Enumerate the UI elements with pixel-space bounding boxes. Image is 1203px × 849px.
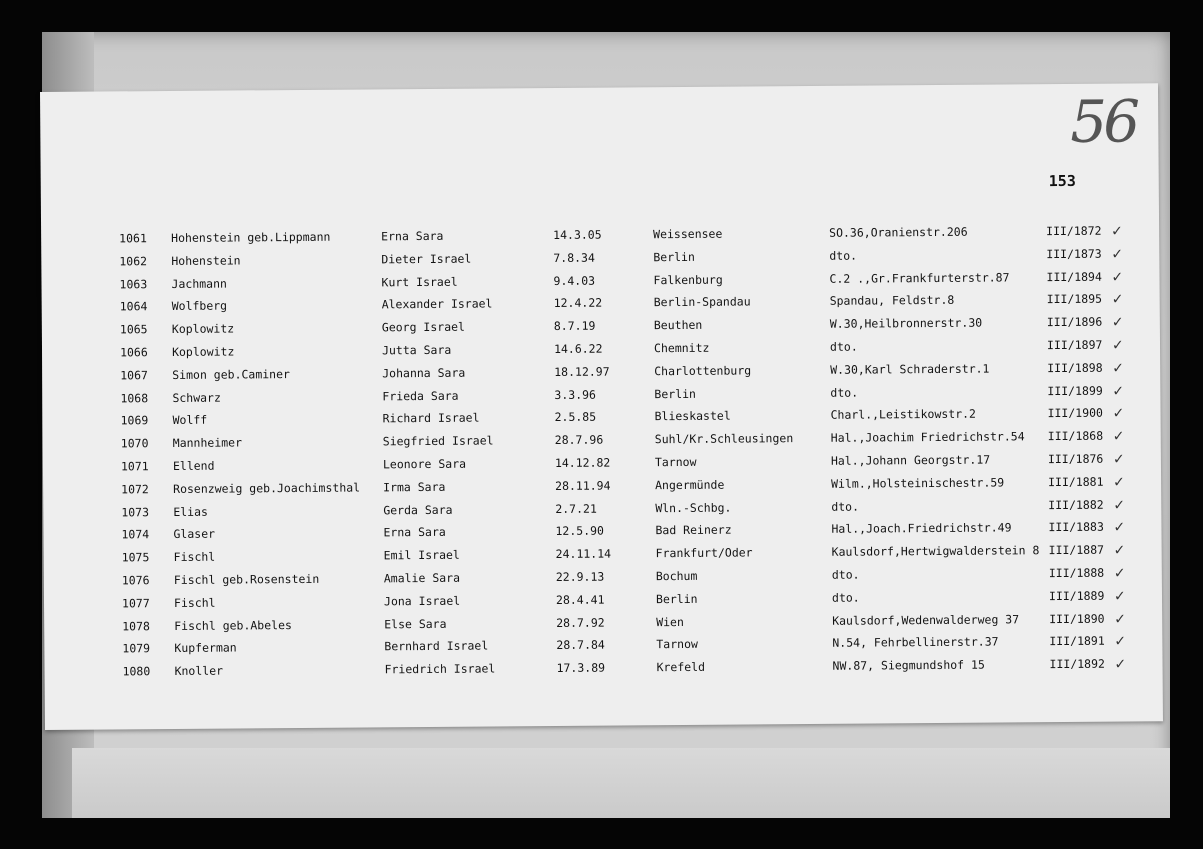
birth-date: 12.4.22 [553,295,603,311]
check-mark-icon: ✓ [1112,451,1125,468]
birth-place: Wien [656,614,684,629]
surname: Elias [173,504,208,519]
check-mark-icon: ✓ [1112,428,1125,445]
surname: Hohenstein [171,253,241,268]
address: NW.87, Siegmundshof 15 [832,657,985,673]
given-name: Siegfried Israel [382,433,494,449]
birth-place: Krefeld [656,659,706,675]
surname: Jachmann [171,276,227,291]
check-mark-icon: ✓ [1111,223,1123,240]
surname: Fischl [173,595,216,610]
reference-number: III/1894 [1046,269,1102,284]
address: dto. [831,499,860,514]
surname: Hohenstein geb.Lippmann [171,229,331,245]
birth-date: 2.7.21 [555,501,597,516]
back-sheet-bottom [72,748,1170,818]
birth-place: Angermünde [655,477,725,492]
given-name: Leonore Sara [382,456,467,472]
address: Spandau, Feldstr.8 [829,293,955,309]
surname: Wolff [172,413,208,428]
check-mark-icon: ✓ [1112,383,1125,400]
reference-number: III/1895 [1046,292,1103,307]
birth-place: Berlin [655,591,698,606]
birth-date: 14.3.05 [553,227,602,242]
reference-number: III/1888 [1048,565,1105,581]
reference-number: III/1897 [1046,337,1103,353]
check-mark-icon: ✓ [1113,565,1126,582]
check-mark-icon: ✓ [1111,291,1124,308]
address: W.30,Heilbronnerstr.30 [829,315,983,331]
record-number: 1074 [121,527,150,542]
birth-date: 2.5.85 [554,410,597,425]
birth-date: 28.7.96 [554,432,604,448]
check-mark-icon: ✓ [1113,497,1126,514]
birth-date: 7.8.34 [553,250,595,265]
address: dto. [829,248,858,263]
birth-date: 28.4.41 [555,592,605,607]
birth-date: 17.3.89 [556,660,606,676]
address: dto. [831,590,860,605]
birth-date: 28.7.84 [556,637,605,653]
birth-place: Charlottenburg [654,363,752,378]
check-mark-icon: ✓ [1114,633,1127,650]
given-name: Georg Israel [381,319,466,335]
birth-date: 18.12.97 [554,364,610,379]
birth-date: 9.4.03 [553,273,596,288]
reference-number: III/1868 [1047,428,1104,444]
birth-date: 12.5.90 [555,523,604,539]
check-mark-icon: ✓ [1112,405,1125,422]
surname: Mannheimer [172,435,243,451]
check-mark-icon: ✓ [1111,269,1124,286]
address: Charl.,Leistikowstr.2 [830,407,977,423]
address: dto. [829,339,858,354]
birth-place: Berlin [653,249,695,264]
reference-number: III/1872 [1046,223,1102,239]
record-number: 1061 [119,231,147,246]
birth-place: Suhl/Kr.Schleusingen [654,431,794,447]
check-mark-icon: ✓ [1111,314,1124,331]
birth-date: 8.7.19 [553,318,596,334]
reference-number: III/1882 [1048,497,1104,512]
surname: Knoller [174,663,224,679]
surname: Ellend [172,458,215,473]
given-name: Dieter Israel [381,251,472,267]
check-mark-icon: ✓ [1111,246,1124,263]
reference-number: III/1899 [1047,383,1103,398]
given-name: Erna Sara [383,525,446,540]
record-number: 1079 [122,641,151,656]
birth-place: Frankfurt/Oder [655,545,753,561]
birth-date: 14.6.22 [553,341,603,356]
record-number: 1080 [122,664,151,679]
given-name: Jona Israel [383,593,461,609]
record-number: 1063 [119,276,148,291]
address: Hal.,Johann Georgstr.17 [830,452,991,468]
given-name: Bernhard Israel [384,638,489,654]
given-name: Kurt Israel [381,274,458,289]
surname: Rosenzweig geb.Joachimsthal [173,480,361,496]
surname: Koplowitz [171,321,235,337]
given-name: Johanna Sara [382,365,466,381]
given-name: Friedrich Israel [384,661,496,677]
given-name: Amalie Sara [383,570,461,586]
given-name: Emil Israel [383,547,460,563]
birth-date: 24.11.14 [555,546,612,562]
record-number: 1069 [120,413,149,428]
given-name: Gerda Sara [383,502,453,517]
birth-place: Tarnow [654,454,697,470]
surname: Kupferman [174,640,237,656]
birth-place: Tarnow [656,637,698,652]
check-mark-icon: ✓ [1112,360,1125,377]
address: Kaulsdorf,Hertwigwalderstein 8 [831,543,1040,559]
given-name: Alexander Israel [381,296,493,312]
reference-number: III/1887 [1048,542,1105,558]
check-mark-icon: ✓ [1113,542,1126,559]
address: Wilm.,Holsteinischestr.59 [831,475,1005,491]
record-number: 1077 [121,595,150,611]
surname: Schwarz [172,390,221,405]
reference-number: III/1891 [1049,634,1105,649]
record-number: 1067 [120,367,148,383]
birth-date: 22.9.13 [555,569,605,584]
check-mark-icon: ✓ [1114,611,1126,628]
address: SO.36,Oranienstr.206 [829,224,968,240]
record-number: 1071 [120,459,149,474]
reference-number: III/1873 [1046,246,1102,261]
birth-place: Bochum [655,568,698,584]
address: dto. [831,567,860,582]
record-number: 1066 [119,345,148,360]
surname: Fischl geb.Abeles [174,617,292,633]
record-number: 1062 [119,253,148,269]
page-number: 153 [1048,171,1076,191]
birth-date: 3.3.96 [554,387,596,402]
reference-number: III/1883 [1048,520,1104,535]
given-name: Irma Sara [383,479,446,495]
given-name: Frieda Sara [382,388,459,403]
check-mark-icon: ✓ [1111,337,1124,354]
record-number: 1075 [121,550,150,565]
record-number: 1072 [121,481,149,497]
record-number: 1078 [122,618,150,633]
record-number: 1070 [120,436,149,451]
reference-number: III/1890 [1049,611,1105,626]
reference-number: III/1881 [1048,474,1104,489]
birth-place: Wln.-Schbg. [655,500,732,515]
given-name: Richard Israel [382,410,480,426]
surname: Wolfberg [171,298,228,314]
address: C.2 .,Gr.Frankfurterstr.87 [829,269,1010,286]
address: Hal.,Joach.Friedrichstr.49 [831,520,1012,537]
surname: Koplowitz [171,344,235,359]
surname: Fischl [173,549,216,565]
birth-place: Weissensee [653,226,723,242]
reference-number: III/1896 [1046,314,1103,330]
given-name: Jutta Sara [381,342,452,358]
reference-number: III/1876 [1047,451,1104,467]
record-number: 1068 [120,390,149,405]
address: Hal.,Joachim Friedrichstr.54 [830,429,1025,445]
birth-date: 28.7.92 [556,615,605,630]
birth-date: 28.11.94 [555,478,611,493]
reference-number: III/1900 [1047,406,1103,421]
record-number: 1073 [121,504,150,519]
birth-date: 14.12.82 [554,455,611,470]
birth-place: Beuthen [653,317,703,333]
check-mark-icon: ✓ [1113,474,1125,491]
reference-number: III/1898 [1047,360,1103,375]
record-number: 1076 [121,573,150,588]
address: W.30,Karl Schraderstr.1 [830,361,990,377]
birth-place: Falkenburg [653,272,723,287]
address: N.54, Fehrbellinerstr.37 [832,634,999,651]
given-name: Else Sara [384,616,447,631]
check-mark-icon: ✓ [1113,519,1126,536]
given-name: Erna Sara [381,228,444,244]
surname: Glaser [173,527,216,542]
address: Kaulsdorf,Wedenwalderweg 37 [832,611,1020,628]
reference-number: III/1889 [1048,588,1105,603]
records-list [41,223,1159,679]
birth-place: Blieskastel [654,408,731,424]
address: dto. [830,385,859,400]
reference-number: III/1892 [1049,656,1105,672]
document-page [40,83,1163,730]
check-mark-icon: ✓ [1114,656,1127,673]
surname: Simon geb.Caminer [172,366,290,382]
surname: Fischl geb.Rosenstein [173,571,320,587]
handwritten-number: 56 [1069,87,1137,156]
birth-place: Berlin-Spandau [653,294,751,310]
birth-place: Bad Reinerz [655,522,732,538]
birth-place: Chemnitz [653,340,710,356]
record-number: 1064 [119,299,148,314]
birth-place: Berlin [654,386,696,401]
check-mark-icon: ✓ [1113,588,1126,605]
record-number: 1065 [119,322,148,337]
